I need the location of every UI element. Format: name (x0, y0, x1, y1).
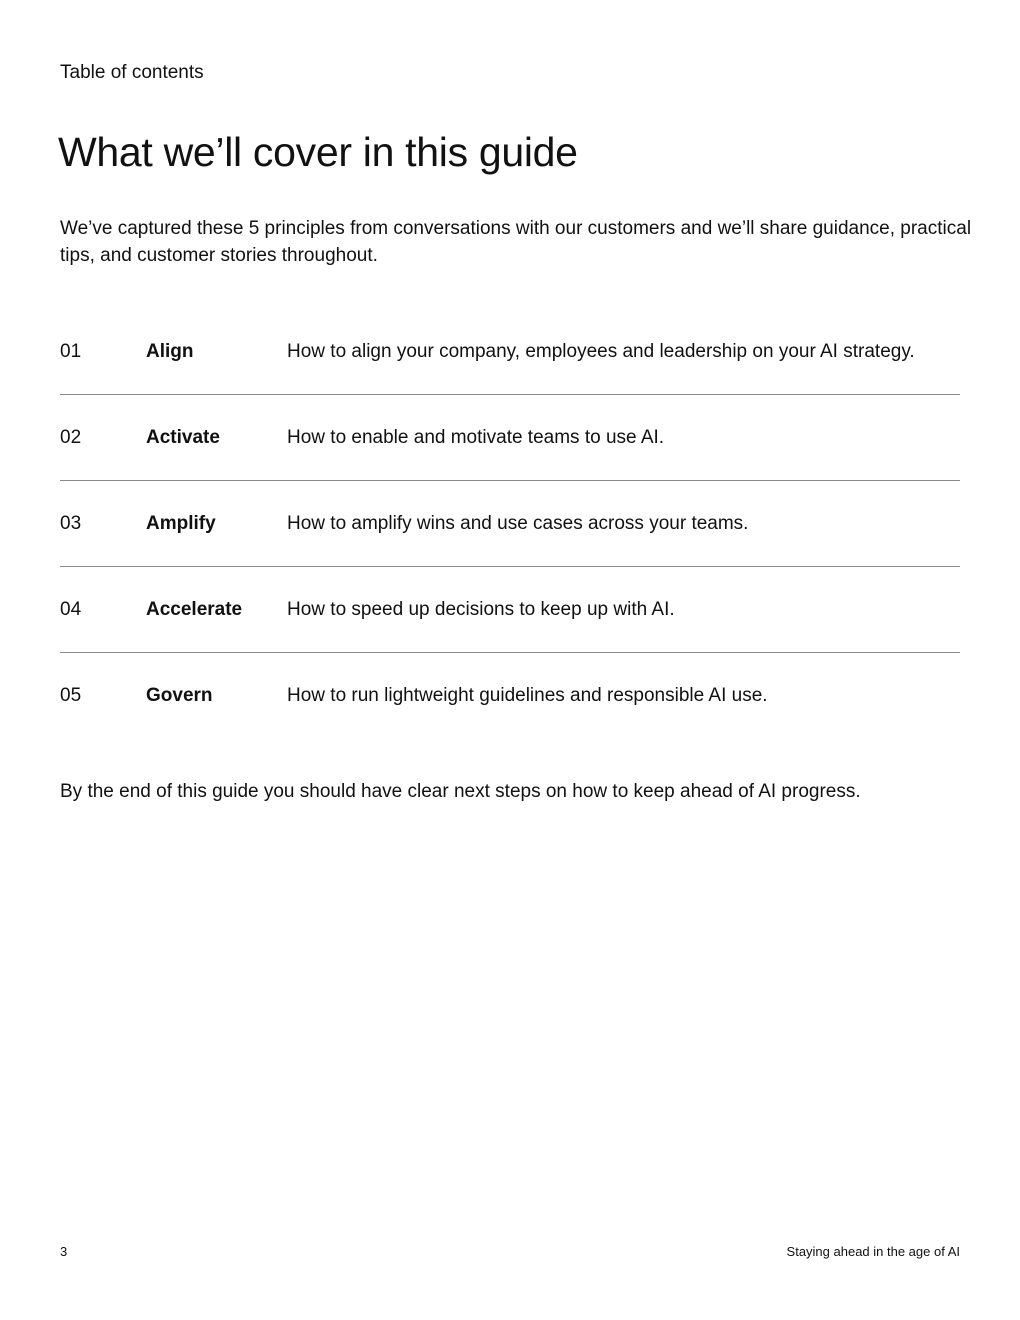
toc-number: 04 (60, 598, 82, 620)
toc-row-accelerate (60, 567, 960, 653)
toc-description: How to amplify wins and use cases across your teams. (287, 512, 749, 534)
toc-number: 01 (60, 340, 82, 362)
toc-number: 02 (60, 426, 82, 448)
toc-description: How to speed up decisions to keep up with AI. (287, 598, 675, 620)
footer-document-title: Staying ahead in the age of AI (786, 1244, 960, 1259)
toc-row-amplify (60, 481, 960, 567)
toc-number: 03 (60, 512, 82, 534)
table-of-contents (60, 309, 960, 739)
page-title: What we’ll cover in this guide (58, 129, 578, 175)
toc-principle-name: Accelerate (146, 598, 243, 620)
footer-page-number: 3 (60, 1244, 68, 1259)
toc-row-govern (60, 653, 960, 739)
section-label: Table of contents (60, 62, 204, 83)
closing-paragraph: By the end of this guide you should have clear next steps on how to keep ahead of AI progress. (60, 781, 861, 802)
toc-description: How to align your company, employees and leadership on your AI strategy. (287, 340, 915, 362)
toc-row-align (60, 309, 960, 395)
toc-description: How to enable and motivate teams to use AI. (287, 426, 665, 448)
intro-paragraph: We’ve captured these 5 principles from conversations with our customers and we’ll share guidance, practical tips, and customer stories throughout. (60, 218, 972, 266)
toc-principle-name: Govern (146, 685, 213, 706)
toc-row-activate (60, 395, 960, 481)
toc-principle-name: Amplify (146, 512, 216, 534)
toc-principle-name: Activate (146, 426, 220, 448)
toc-principle-name: Align (146, 340, 194, 362)
toc-number: 05 (60, 685, 82, 706)
toc-description: How to run lightweight guidelines and responsible AI use. (287, 685, 768, 706)
